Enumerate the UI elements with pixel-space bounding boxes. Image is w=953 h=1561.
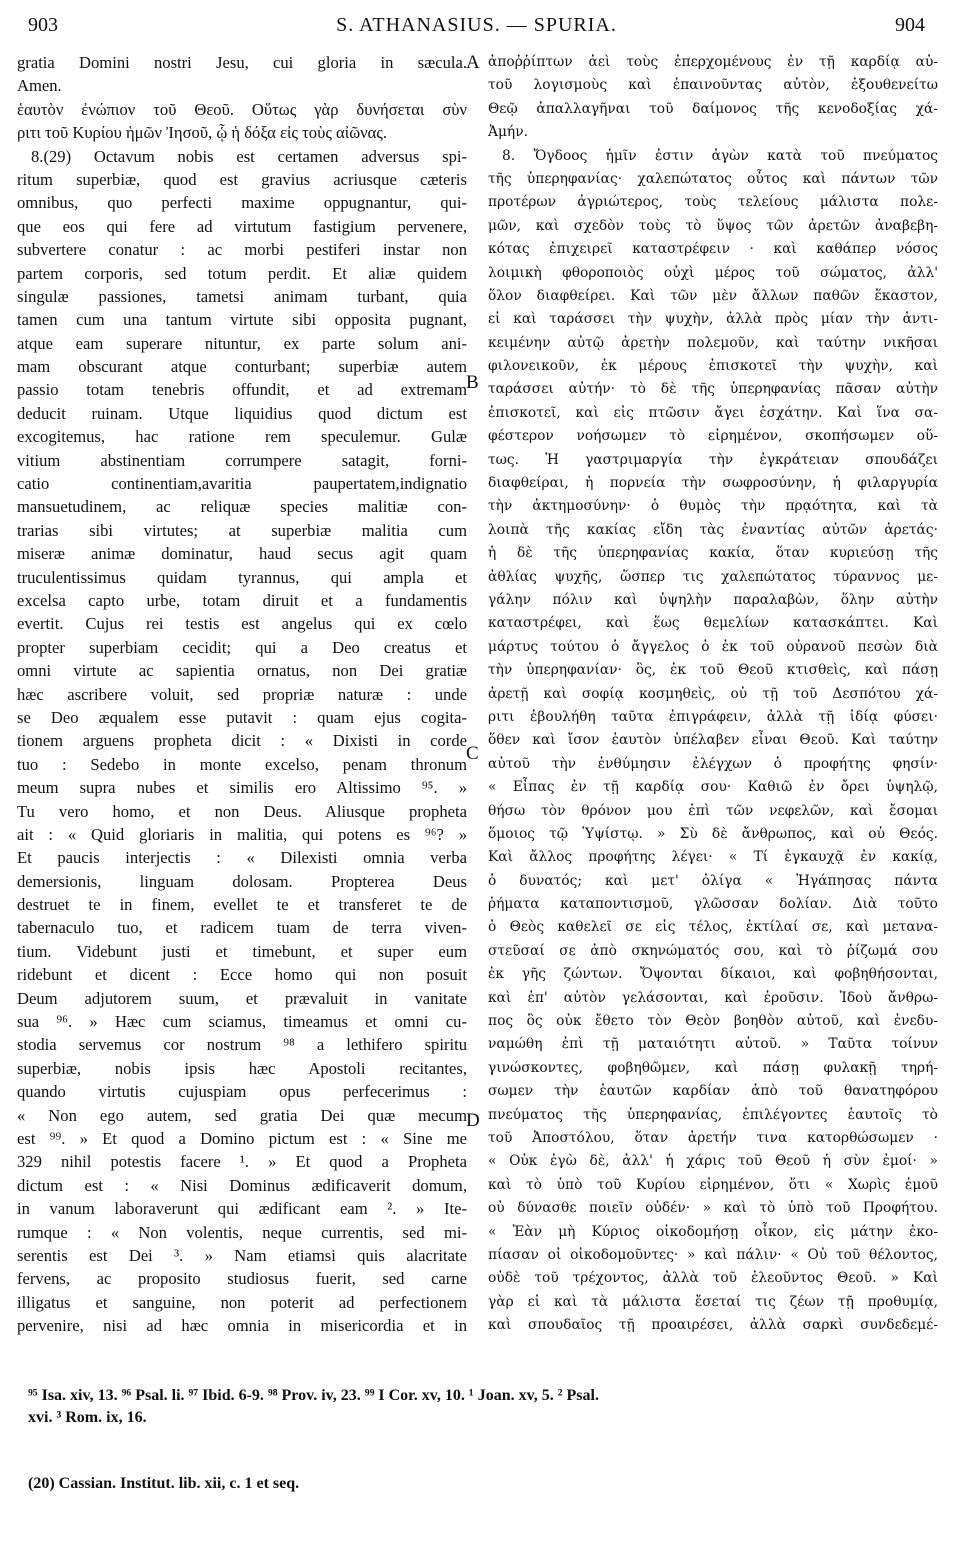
text-line: gratia Domini nostri Jesu, cui gloria in sæcula.: [17, 53, 467, 72]
footnotes-line-2: xvi. ³ Rom. ix, 16.: [28, 1409, 147, 1426]
text-line: dictum est : « Nisi Dominus ædificaverit domum,: [17, 1175, 467, 1195]
text-line: γάλην πόλιν καὶ ὑψηλὴν παραλαβὼν, ὅλην αὐτὴν: [488, 591, 938, 608]
page-header: [28, 14, 925, 44]
text-line: ἀποῤῥίπτων ἀεὶ τοὺς ἐπερχομένους ἐν τῇ καρδίᾳ αὐ-: [488, 54, 938, 70]
text-line: Et paucis interjectis : « Dilexisti omnia verba: [17, 848, 467, 868]
running-title: S. ATHANASIUS. — SPURIA.: [336, 14, 617, 36]
text-line: stodia servemus cor nostrum ⁹⁸ a lethifero spiritu: [17, 1035, 467, 1055]
text-line: partem corporis, sed totum perdit. Et aliæ quidem: [17, 263, 467, 283]
text-line: mam obscurant atque conturbant; superbiæ autem: [17, 357, 467, 377]
text-line: evertit. Cujus rei testis est angelus qui ex cœlo: [17, 614, 467, 634]
text-line: μῶν, καὶ σχεδὸν τοὺς τὸ ὕψος τῶν ἀρετῶν ἀναβεβη-: [488, 217, 938, 234]
text-line: tium. Videbunt justi et timebunt, et super eum: [17, 941, 467, 961]
text-line: ἐπισκοτεῖ, καὶ εἰς πτῶσιν ἄγει ἐσχάτην. Καὶ ἵνα σα-: [488, 404, 938, 421]
text-line: deducit ruinam. Utque liquidius quod dictum est: [17, 403, 467, 423]
text-line: ὅθεν καὶ ἴσον ἑαυτὸν ὑπέλαβεν εἶναι Θεοῦ. Καὶ ταύτην: [488, 732, 938, 749]
text-line: προτέρων ἀγριώτερος, τοὺς τελείους μάλιστα πολε-: [488, 194, 938, 211]
text-line: κειμένην αὐτῷ ἀρετὴν πολεμοῦν, καὶ ταύτην νικῆσαι: [488, 334, 938, 351]
text-line: « Οὐκ ἐγὼ δὲ, ἀλλ' ἡ χάρις τοῦ Θεοῦ ἡ σὺν ἐμοί· »: [488, 1153, 938, 1170]
text-line: ait : « Quid gloriaris in malitia, qui potens es ⁹⁶? »: [17, 824, 467, 844]
text-line: τοῦ λογισμοὺς καὶ ἐπαινοῦντας αὐτὸν, ἐξουθενείτω: [488, 77, 938, 94]
text-line: ὁ δυνατός; καὶ μετ' ὀλίγα « Ἠγάπησας πάντα: [488, 872, 938, 889]
text-line: serentis est Dei ³. » Nam etiamsi quis alacritate: [17, 1245, 467, 1265]
source-note: (20) Cassian. Institut. lib. xii, c. 1 et seq.: [28, 1475, 300, 1492]
text-line: φιλονεικοῦν, ἐκ μέρους ἐπισκοτεῖ τὴν ψυχὴν, καὶ: [488, 358, 938, 375]
text-line: ῥήματα καταποντισμοῦ, γλῶσσαν δολίαν. Διὰ τοῦτο: [488, 896, 938, 913]
text-line: καὶ σπουδαῖος τῇ προαιρέσει, ἀλλὰ σαρκὶ συνδεδεμέ-: [488, 1317, 938, 1334]
text-line: subvertere conatur : ac morbi pestiferi instar non: [17, 240, 467, 260]
text-line: Amen.: [17, 76, 62, 96]
text-line: στεῦσαί σε ἀπὸ σκηνώματός σου, καὶ τὸ ῥίζωμά σου: [488, 942, 938, 959]
text-line: fervens, ac proposito studiosus fuerit, sed carne: [17, 1269, 467, 1289]
text-line: γὰρ εἰ καὶ τὰ μάλιστα ἔσεταί τις ζέων τῇ προθυμίᾳ,: [488, 1293, 938, 1310]
text-line: est ⁹⁹. » Et quod a Domino pictum est : « Sine me: [17, 1128, 467, 1148]
text-line: illigatus et sanguine, non poterit ad perfectionem: [17, 1292, 467, 1312]
margin-letter-a: A: [466, 52, 480, 73]
text-line: εἰ καὶ ταράσσει τὴν ψυχὴν, ἀλλὰ πρὸς μίαν τὴν ἀντι-: [488, 311, 938, 328]
footnotes: [28, 1385, 933, 1429]
text-line: omnibus, quo perfecti maxime oppugnantur, qui-: [17, 193, 467, 213]
text-line: ὅμοιος τῷ Ὑψίστῳ. » Σὺ δὲ ἄνθρωπος, καὶ οὐ Θεός.: [488, 825, 938, 842]
text-line: ἐκ γῆς ζώντων. Ὄψονται δίκαιοι, καὶ φοβηθήσονται,: [488, 966, 938, 983]
text-line: ἀθλίας ψυχῆς, ὥσπερ τις χαλεπώτατος τύραννος με-: [488, 568, 938, 585]
text-line: διαφθείραι, ἡ πορνεία τὴν σωφροσύνην, ἡ φιλαργυρία: [488, 475, 938, 492]
text-line: ναμώθη ἐπὶ τῇ ματαιότητι αὐτοῦ. » Ταῦτα τοίνυν: [488, 1036, 938, 1053]
text-line: tionem arguens propheta dicit : « Dixisti in corde: [17, 731, 467, 751]
text-line: ριτι ἐβουλήθη ταῦτα ἐπιγράφειν, ἀλλὰ τῇ ἰδίᾳ φύσει·: [488, 708, 938, 725]
margin-letter-b: B: [466, 372, 479, 393]
text-line: μάρτυς τούτου ὁ ἄγγελος ὁ ἐκ τοῦ οὐρανοῦ πεσὼν διὰ: [488, 638, 938, 655]
text-line: σωμεν τὴν ἑαυτῶν καρδίαν ἀπὸ τοῦ θανατηφόρου: [488, 1083, 938, 1100]
text-line: ὅλον διαφθείρει. Καὶ τῶν μὲν ἄλλων παθῶν ἕκαστον,: [488, 287, 938, 304]
text-line: que eos qui fere ad virtutum fastigium pervenere,: [17, 216, 467, 236]
text-line: sua ⁹⁶. » Hæc cum sciamus, timeamus et omni cu-: [17, 1012, 467, 1032]
text-line: πνεύματος τῆς ὑπερηφανίας, ἐπιλέγοντες ἑαυτοῖς τὸ: [488, 1106, 938, 1123]
text-line: pervenire, nisi ad hæc omnia in misericordia et in: [17, 1316, 467, 1336]
text-line: τοῦ Ἀποστόλου, ὅταν ἀρετήν τινα κατορθώσωμεν ·: [488, 1129, 938, 1146]
page-number-left: 903: [28, 14, 58, 36]
text-line: « Εἶπας ἐν τῇ καρδίᾳ σου· Καθιῶ ἐν ὄρει ὑψηλῷ,: [488, 779, 938, 796]
text-line: αὐτοῦ τὴν ἐνθύμησιν ἐλέγχων ὁ προφήτης φησίν·: [488, 755, 938, 772]
text-line: πίασαν οἱ οἰκοδομοῦντες· » καὶ πάλιν· « Οὐ τοῦ θέλοντος,: [488, 1246, 938, 1263]
text-line: in vanum laboraverunt qui ædificant eam ². » Ite-: [17, 1199, 467, 1219]
text-line: Καὶ ἄλλος προφήτης λέγει· « Τί ἐγκαυχᾷ ἐν κακίᾳ,: [488, 849, 938, 866]
text-line: Tu vero homo, et non Deus. Aliusque propheta: [17, 801, 467, 821]
text-line: κότας ἐπιχειρεῖ καταστρέφειν · καὶ καθάπερ νόσος: [488, 241, 938, 258]
text-line: τὴν ὑπερηφανίαν· ὃς, ἐκ τοῦ Θεοῦ κτισθεὶς, καὶ πάσῃ: [488, 662, 938, 679]
latin-column: [17, 51, 467, 1337]
text-line: καὶ ἐπ' αὐτὸν γελάσονται, καὶ ἐροῦσιν. Ἰδοὺ ἄνθρω-: [488, 989, 938, 1006]
greek-column: [488, 51, 938, 1337]
text-line: mansuetudinem, ac reliquæ species malitiæ con-: [17, 497, 467, 517]
page-number-right: 904: [895, 14, 925, 36]
text-line: passio totam tenebris offundit, et ad extremam: [17, 380, 467, 400]
text-line: se Deo æqualem esse putavit : quam ejus cogita-: [17, 707, 467, 727]
text-line: γινώσκοντες, φοβηθῶμεν, καὶ πάσῃ φυλακῇ τηρή-: [488, 1059, 938, 1076]
text-line: 8. Ὄγδοος ἡμῖν ἐστιν ἀγὼν κατὰ τοῦ πνεύματος: [502, 147, 938, 164]
text-line: 8.(29) Octavum nobis est certamen adversus spi-: [31, 146, 467, 166]
text-line: tamen cum una tantum virtute sibi opposita pugnant,: [17, 310, 467, 330]
text-line: atque eam superare nituntur, ex parte solum ani-: [17, 333, 467, 353]
text-line: λοιμικὴ φθοροποιὸς οὐχὶ μέρος τοῦ σώματος, ἀλλ': [488, 264, 938, 281]
text-line: ἀρετῇ καὶ σοφίᾳ κοσμηθεὶς, οὐ τῇ τοῦ Δεσπότου χά-: [488, 685, 938, 702]
text-line: demersionis, linguam dolosam. Propterea Deus: [17, 871, 467, 891]
text-line: Θεῷ ἀπαλλαγῆναι τοῦ δαίμονος τῆς κενοδοξίας χά-: [488, 100, 938, 117]
text-line: ταράσσει αὐτήν· τὸ δὲ τῆς ὑπερηφανίας πᾶσαν αὐτὴν: [488, 381, 938, 398]
text-line: τὴν ἀκτημοσύνην· ὁ θυμὸς τὴν πρᾳότητα, καὶ τὰ: [488, 498, 938, 515]
text-line: destruet te in finem, evellet te et transferet te de: [17, 895, 467, 915]
text-line: singulæ passiones, tametsi animam turbant, quia: [17, 286, 467, 306]
text-line: οὐδὲ τοῦ τρέχοντος, ἀλλὰ τοῦ ἐλεοῦντος Θεοῦ. » Καὶ: [488, 1270, 938, 1287]
margin-letter-d: D: [466, 1110, 480, 1131]
text-line: ἑαυτὸν ἐνώπιον τοῦ Θεοῦ. Οὕτως γὰρ δυνήσεται σὺν: [17, 99, 467, 119]
text-line: rumque : « Non volentis, neque currentis, sed mi-: [17, 1222, 467, 1242]
text-line: trarias sibi virtutes; at superbiæ malitia cum: [17, 520, 467, 540]
text-line: θήσω τὸν θρόνον μου ἐπὶ τῶν νεφελῶν, καὶ ἔσομαι: [488, 802, 938, 819]
text-line: ridebunt et dicent : Ecce homo qui non posuit: [17, 965, 467, 985]
text-line: οὐ δύνασθε ποιεῖν οὐδέν· » καὶ τὸ ὑπὸ τοῦ Προφήτου.: [488, 1200, 938, 1217]
text-line: miseræ animæ dominatur, haud secus agit quam: [17, 544, 467, 564]
text-line: λοιπὰ τῆς κακίας εἴδη τὰς ἐναντίας αὐτῶν ἀρετάς·: [488, 521, 938, 538]
text-line: πος ὃς οὐκ ἔθετο τὸν Θεὸν βοηθὸν αὐτοῦ, καὶ ἐνεδυ-: [488, 1013, 938, 1030]
text-line: meum supra nubes et similis ero Altissimo ⁹⁵. »: [17, 778, 467, 798]
text-line: καταστρέφει, καὶ ἕως θεμελίων κατασκάπτει. Καὶ: [488, 615, 938, 632]
text-line: vitium abstinentiam corrumpere satagit, forni-: [17, 450, 467, 470]
margin-letter-c: C: [466, 743, 479, 764]
text-line: καὶ τὸ ὑπὸ τοῦ Κυρίου εἰρημένον, ὅτι « Χωρὶς ἐμοῦ: [488, 1176, 938, 1193]
text-line: « Ἐὰν μὴ Κύριος οἰκοδομήσῃ οἶκον, εἰς μάτην ἐκο-: [488, 1223, 938, 1240]
text-line: truculentissimus quidam tyrannus, qui ampla et: [17, 567, 467, 587]
text-line: ritum superbiæ, quod est gravius acriusque cæteris: [17, 169, 467, 189]
text-line: τῆς ὑπερηφανίας· χαλεπώτατος οὗτος καὶ πάντων τῶν: [488, 170, 938, 187]
text-line: τως. Ἡ γαστριμαργία τὴν ἐγκράτειαν σπουδάζει: [488, 451, 938, 468]
text-line: 329 nihil potestis facere ¹. » Et quod a Propheta: [17, 1152, 467, 1172]
text-line: « Non ego autem, sed gratia Dei quæ mecum: [17, 1105, 467, 1125]
text-line: excelsa capto urbe, totam diruit et a fundamentis: [17, 590, 467, 610]
text-line: omni virtute ac sapientia ornatus, non Dei gratiæ: [17, 661, 467, 681]
text-line: propter superbiam cecidit; qui a Deo creatus et: [17, 637, 467, 657]
text-line: ὁ Θεὸς καθελεῖ σε εἰς τέλος, ἐκτίλαί σε, καὶ μετανα-: [488, 919, 938, 936]
text-line: tuo : Sedebo in monte excelso, penam thronum: [17, 754, 467, 774]
text-line: tabernaculo tuo, et radicem tuam de terra viven-: [17, 918, 467, 938]
text-line: Ἀμήν.: [488, 124, 528, 141]
text-line: excogitemus, hac ratione rem speculemur. Gulæ: [17, 427, 467, 447]
text-line: φέστερον νοήσωμεν τὸ εἰρημένον, σκοπήσωμεν οὕ-: [488, 428, 938, 445]
text-line: ριτι τοῦ Κυρίου ἡμῶν Ἰησοῦ, ᾧ ἡ δόξα εἰς τοὺς αἰῶνας.: [17, 123, 388, 143]
text-line: hæc ascribere voluit, sed propriæ naturæ : unde: [17, 684, 467, 704]
text-line: Deum adjutorem suum, et prævaluit in vanitate: [17, 988, 467, 1008]
text-line: superbiæ, nobis ipsis hæc Apostoli recitantes,: [17, 1058, 467, 1078]
text-line: ἡ δὲ τῆς ὑπερηφανίας κακία, ὅταν κυριεύσῃ τῆς: [488, 545, 938, 562]
text-line: catio continentiam,avaritia paupertatem,indignatio: [17, 474, 467, 494]
footnotes-line-1: ⁹⁵ Isa. xiv, 13. ⁹⁶ Psal. li. ⁹⁷ Ibid. 6-9. ⁹⁸ Prov. iv, 23. ⁹⁹ I Cor. xv, 10. ¹ Joan. xv, 5. ² Psal.: [28, 1387, 599, 1404]
text-line: quando virtutis cujuspiam opus perfecerimus :: [17, 1082, 467, 1102]
